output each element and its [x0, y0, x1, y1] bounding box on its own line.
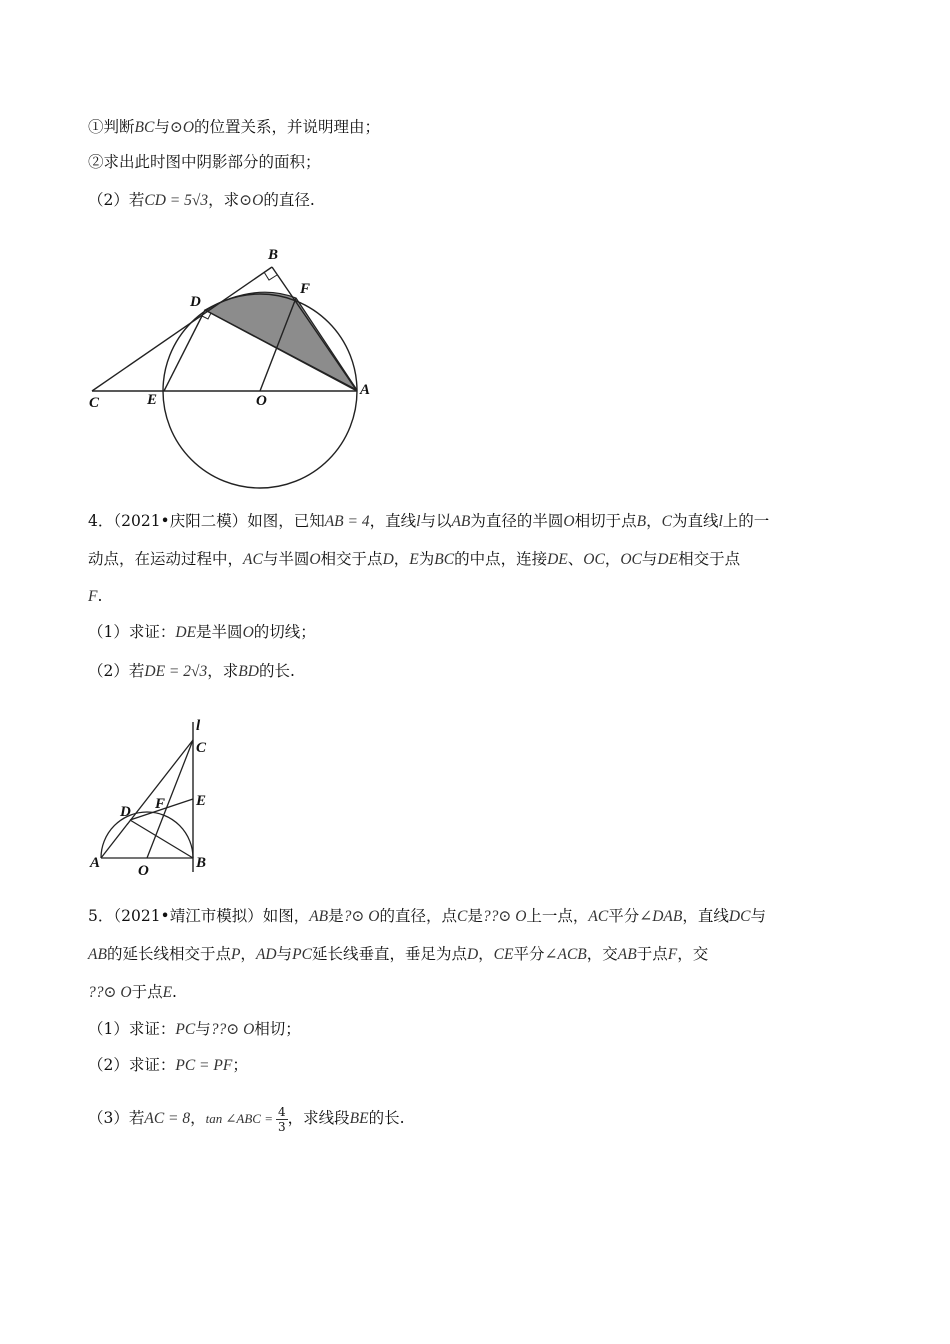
q4-stem-line3: F. — [88, 587, 103, 605]
right-angle-b — [264, 272, 277, 280]
q4-part1: （1）求证：DE是半圆O的切线； — [88, 623, 316, 641]
q4-stem-line1: 4．（2021•庆阳二模）如图，已知AB = 4，直线l与以AB为直径的半圆O相切于点B，C为直线l上的一 — [88, 512, 770, 530]
label-a: A — [90, 855, 101, 871]
label-f: F — [155, 796, 166, 812]
q5-part3: （3）若AC = 8，tan ∠ABC = $\frac{4}{3}$ ，求线段BE的长. — [88, 1104, 405, 1134]
label-e: E — [196, 793, 207, 809]
q4-figure — [85, 712, 220, 880]
fraction: $\frac{4}{3}$ — [278, 1104, 286, 1134]
label-b: B — [196, 855, 207, 871]
q5-part2: （2）求证：PC = PF； — [88, 1056, 248, 1074]
segment-ac — [101, 740, 193, 858]
label-o: O — [138, 863, 149, 879]
q5-stem-line3: ??⊙ O于点E. — [88, 983, 177, 1001]
segment-db — [130, 820, 193, 858]
tan-expression: tan ∠ABC = — [205, 1111, 274, 1126]
q5-part1: （1）求证：PC与??⊙ O相切； — [88, 1020, 301, 1038]
label-d: D — [190, 294, 201, 310]
q5-stem-line2: AB的延长线相交于点P，AD与PC延长线垂直，垂足为点D，CE平分∠ACB，交AB于点F，交 — [88, 945, 709, 963]
segment-de — [164, 310, 205, 391]
semicircle-o — [101, 812, 193, 858]
shaded-region — [205, 292, 357, 390]
label-f: F — [300, 281, 311, 297]
q3-sub2: ②求出此时图中阴影部分的面积； — [88, 153, 321, 171]
q3-figure — [80, 240, 390, 500]
label-o: O — [256, 393, 267, 409]
q5-stem-line1: 5．（2021•靖江市模拟）如图，AB是?⊙ O的直径，点C是??⊙ O上一点，AC平分∠DAB，直线DC与 — [88, 907, 766, 925]
label-a: A — [360, 382, 371, 398]
label-d: D — [120, 804, 131, 820]
q3-sub1: ①判断BC与⊙O的位置关系，并说明理由； — [88, 118, 381, 136]
q3-part2: （2）若CD = 5√3，求⊙O的直径. — [88, 191, 315, 209]
label-b: B — [268, 247, 279, 263]
label-e: E — [147, 392, 158, 408]
label-c: C — [196, 740, 207, 756]
label-c: C — [89, 395, 100, 411]
q4-part2: （2）若DE = 2√3，求BD的长. — [88, 662, 295, 680]
label-l: l — [196, 718, 201, 734]
segment-oc — [147, 740, 193, 858]
q4-stem-line2: 动点，在运动过程中，AC与半圆O相交于点D，E为BC的中点，连接DE、OC，OC与DE相交于点 — [88, 550, 741, 568]
